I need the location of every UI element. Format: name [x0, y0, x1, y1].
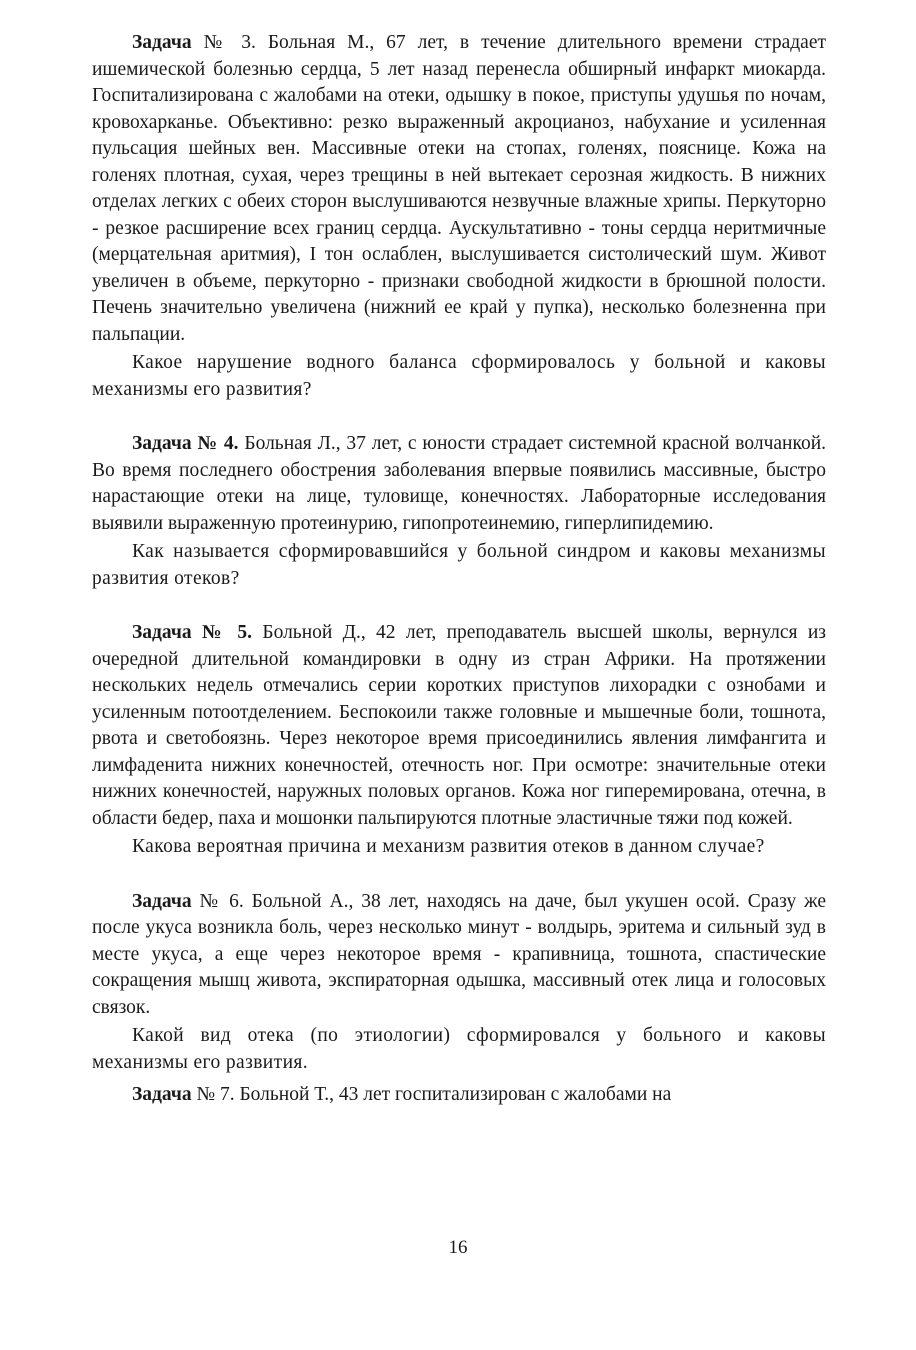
- task-6: [92, 889, 826, 1077]
- task-4-body: [92, 431, 826, 537]
- task-7-body: [92, 1082, 826, 1109]
- page-number: 16: [448, 1237, 468, 1258]
- task-5-text: Больной Д., 42 лет, преподаватель высшей школы, вернулся из очередной длительной командировки в одну из стран Африки. На протяжении нескольких недель отмечались серии коротких приступов лихорадки с ознобами и усиленным потоотделением. Беспокоили также головные и мышечные боли, тошнота, рвота и светобоязнь. Через некоторое время присоединились явления лимфангита и лимфаденита нижних конечностей, отечность ног. При осмотре: значительные отеки нижних конечностей, наружных половых органов. Кожа ног гиперемирована, отечна, в области бедер, паха и мошонки пальпируются плотные эластичные тяжи под кожей.: [92, 622, 827, 829]
- task-6-question: Какой вид отека (по этиологии) сформировался у больного и каковы механизмы его развития.: [92, 1025, 826, 1073]
- document-page: [92, 30, 826, 1109]
- task-4-heading: Задача № 4.: [132, 433, 239, 454]
- task-5: [92, 620, 826, 861]
- task-5-question: Какова вероятная причина и механизм развития отеков в данном случае?: [132, 836, 765, 857]
- task-5-heading: Задача № 5.: [132, 622, 253, 643]
- task-4-question: Как называется сформировавшийся у больной синдром и каковы механизмы развития отеков?: [92, 541, 826, 589]
- task-7: [92, 1082, 826, 1109]
- task-3: [92, 30, 826, 403]
- task-4-text: Больная Л., 37 лет, с юности страдает системной красной волчанкой. Во время последнего обострения заболевания впервые появились массивные, быстро нарастающие отеки на лице, туловище, конечностях. Лабораторные исследования выявили выраженную протеинурию, гипопротеинемию, гиперлипидемию.: [92, 433, 827, 534]
- task-6-heading: Задача: [132, 890, 192, 912]
- task-6-body: [92, 889, 826, 1022]
- task-4: [92, 431, 826, 592]
- task-6-text: Больной А., 38 лет, находясь на даче, был укушен осой. Сразу же после укуса возникла боль, через несколько минут - волдырь, эритема и сильный зуд в месте укуса, а еще через некоторое время - крапивница, тошнота, спастические сокращения мышц живота, экспираторная одышка, массивный отек лица и голосовых связок.: [92, 890, 827, 1018]
- task-7-number: № 7.: [191, 1084, 235, 1105]
- task-3-number: № 3.: [191, 32, 256, 53]
- task-3-question: Какое нарушение водного баланса сформировалось у больной и каковы механизмы его развития?: [92, 352, 826, 400]
- task-3-heading: Задача: [132, 32, 192, 53]
- task-7-heading: Задача: [132, 1084, 192, 1105]
- task-7-text: Больной Т., 43 лет госпитализирован с жалобами на: [239, 1084, 672, 1105]
- task-5-body: [92, 620, 826, 832]
- task-3-text: Больная М., 67 лет, в течение длительного времени страдает ишемической болезнью сердца, 5 лет назад перенесла обширный инфаркт миокарда. Госпитализирована с жалобами на отеки, одышку в покое, приступы удушья по ночам, кровохарканье. Объективно: резко выраженный акроцианоз, набухание и усиленная пульсация шейных вен. Массивные отеки на стопах, голенях, пояснице. Кожа на голенях плотная, сухая, через трещины в ней вытекает серозная жидкость. В нижних отделах легких с обеих сторон выслушиваются незвучные влажные хрипы. Перкуторно - резкое расширение всех границ сердца. Аускультативно - тоны сердца неритмичные (мерцательная аритмия), I тон ослаблен, выслушивается систолический шум. Живот увеличен в объеме, перкуторно - признаки свободной жидкости в брюшной полости. Печень значительно увеличена (нижний ее край у пупка), несколько болезненна при пальпации.: [92, 32, 827, 345]
- task-6-number: № 6.: [191, 890, 244, 912]
- task-3-body: [92, 30, 826, 348]
